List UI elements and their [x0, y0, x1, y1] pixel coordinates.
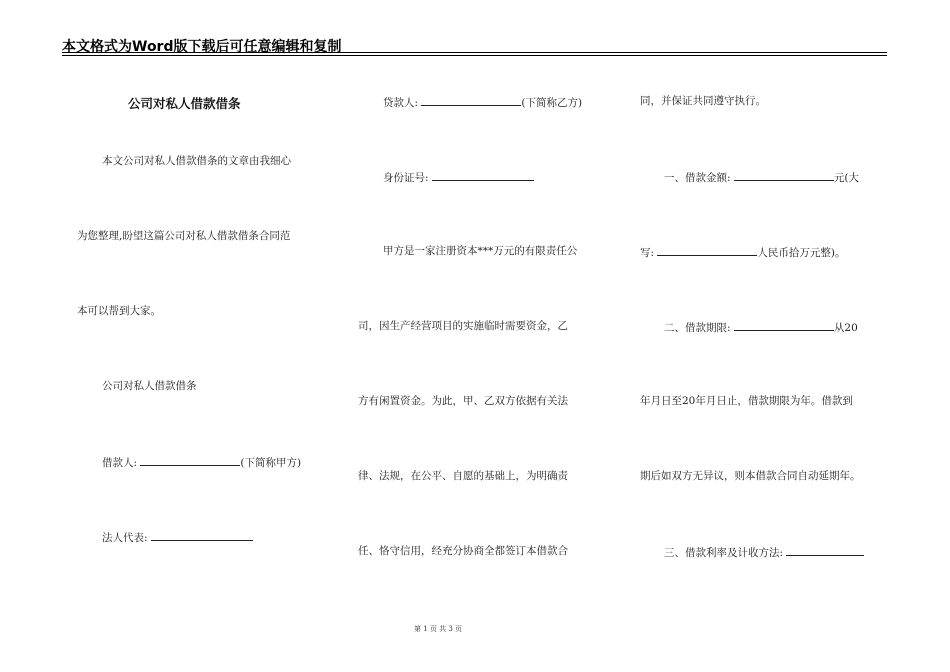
- header-rule: [62, 55, 887, 56]
- id-number-line: [383, 169, 534, 185]
- legal-rep-label: 法人代表:: [102, 532, 148, 544]
- loan-term-line: [664, 319, 858, 335]
- amount-in-words-blank: [657, 244, 757, 256]
- id-number-label: 身份证号:: [383, 172, 429, 184]
- paragraph-line: 任、恪守信用，经充分协商全都签订本借款合: [358, 545, 568, 557]
- loan-term-blank: [734, 319, 834, 331]
- paragraph-line: 甲方是一家注册资本***万元的有限责任公: [383, 245, 578, 257]
- lender-blank: [421, 94, 521, 106]
- lender-label: 贷款人:: [383, 97, 419, 109]
- page-number: 第 1 页 共 3 页: [414, 625, 463, 633]
- lender-line: [383, 94, 582, 110]
- borrower-line: [102, 454, 301, 470]
- interest-rate-line: [664, 544, 864, 560]
- borrower-note: (下简称甲方): [240, 457, 302, 469]
- paragraph-line: 同，并保证共同遵守执行。: [640, 95, 766, 107]
- lender-note: (下简称乙方): [521, 97, 583, 109]
- header-rule: [62, 52, 887, 53]
- loan-term-suffix: 从20: [833, 322, 858, 334]
- paragraph-line: 方有闲置资金。为此，甲、乙双方依据有关法: [358, 395, 568, 407]
- paragraph-line: 本可以帮到大家。: [77, 305, 161, 317]
- loan-amount-line: [664, 169, 859, 185]
- legal-rep-line: [102, 529, 253, 545]
- legal-rep-blank: [151, 529, 253, 541]
- amount-in-words-suffix: 人民币拾万元整)。: [757, 247, 846, 259]
- amount-in-words-label: 写:: [640, 247, 655, 259]
- id-number-blank: [432, 169, 534, 181]
- paragraph-line: 司，因生产经营项目的实施临时需要资金，乙: [358, 320, 568, 332]
- borrower-label: 借款人:: [102, 457, 138, 469]
- document-title: 公司对私人借款借条: [128, 96, 241, 111]
- paragraph-line: 为您整理,盼望这篇公司对私人借款借条合同范: [77, 230, 291, 242]
- document-header: 本文格式为Word版下载后可任意编辑和复制: [62, 39, 342, 55]
- paragraph-line: 年月日至20年月日止，借款期限为年。借款到: [640, 395, 853, 407]
- loan-amount-blank: [734, 169, 834, 181]
- loan-amount-suffix: 元(大: [833, 172, 859, 184]
- paragraph-line: 律、法规，在公平、自愿的基础上，为明确责: [358, 470, 568, 482]
- interest-rate-label: 三、借款利率及计收方法:: [664, 547, 784, 559]
- loan-term-label: 二、借款期限:: [664, 322, 731, 334]
- loan-amount-label: 一、借款金额:: [664, 172, 731, 184]
- borrower-blank: [140, 454, 240, 466]
- amount-in-words-line: [640, 244, 846, 260]
- paragraph-line: 本文公司对私人借款借条的文章由我细心: [102, 155, 291, 167]
- interest-rate-blank: [786, 544, 864, 556]
- section-heading: 公司对私人借款借条: [102, 380, 197, 392]
- paragraph-line: 期后如双方无异议，则本借款合同自动延期年。: [640, 470, 861, 482]
